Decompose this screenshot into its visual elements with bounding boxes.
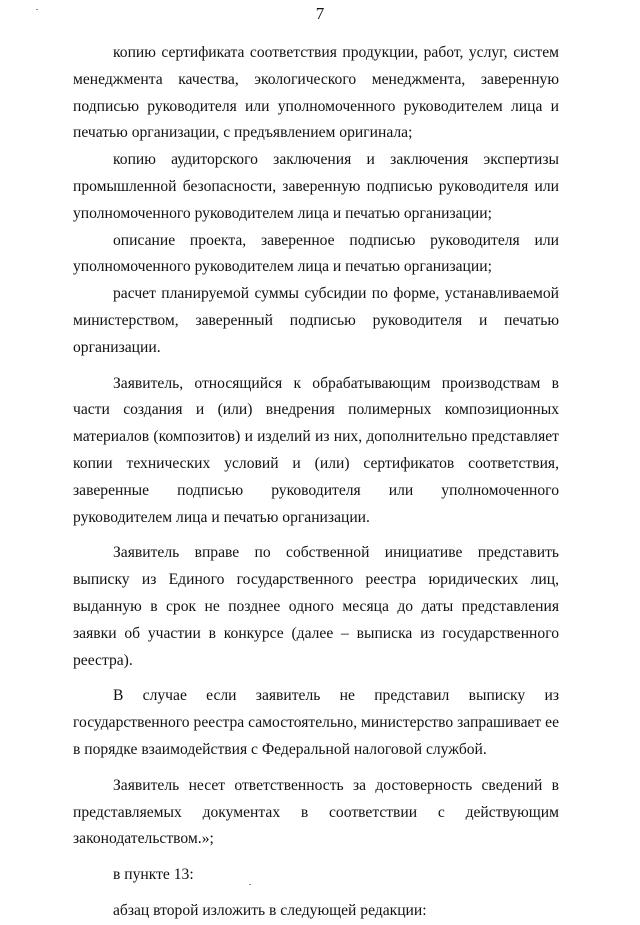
- scan-speck: [36, 9, 38, 10]
- paragraph-registry-extract: Заявитель вправе по собственной инициативе представить выписку из Единого государственного реестра юридических лиц, выданную в срок не позднее одного месяца до даты представления заявки об участии в конкурсе (далее – выписка из государственного реестра).: [73, 544, 559, 669]
- paragraph-ministry-request: В случае если заявитель не представил выписку из государственного реестра самостоятельно, министерство запрашивает ее в порядке взаимодействия с Федеральной налоговой службой.: [73, 687, 559, 758]
- paragraph-applicant-responsibility: Заявитель несет ответственность за достоверность сведений в представляемых документах в соответствии с действующим законодательством.»;: [73, 776, 559, 848]
- paragraph-project-description: описание проекта, заверенное подписью руководителя или уполномоченного руководителем лица и печатью организации;: [73, 231, 559, 276]
- paragraph-point-13: в пункте 13:: [113, 866, 194, 884]
- page-number: 7: [315, 4, 325, 23]
- paragraph-audit-report-copy: копию аудиторского заключения и заключения экспертизы промышленной безопасности, заверенную подписью руководителя или уполномоченного руководителем лица и печатью организации;: [73, 151, 559, 222]
- paragraph-composite-materials-applicant: Заявитель, относящийся к обрабатывающим производствам в части создания и (или) внедрения полимерных композиционных материалов (композитов) и изделий из них, дополнительно представляет копии технических условий и (или) сертификатов соответствия, заверенные подписью руководителя или уполномоченного руководителем лица и печатью организации.: [73, 374, 559, 526]
- paragraph-subsidy-calculation: расчет планируемой суммы субсидии по форме, устанавливаемой министерством, заверенный подписью руководителя и печатью организации.: [73, 285, 559, 356]
- paragraph-second-subparagraph: абзац второй изложить в следующей редакции:: [113, 901, 427, 919]
- paragraph-certificate-copy: копию сертификата соответствия продукции, работ, услуг, систем менеджмента качества, экологического менеджмента, заверенную подписью руководителя или уполномоченного руководителем лица и печатью организации, с предъявлением оригинала;: [73, 44, 559, 142]
- document-body: [73, 40, 559, 925]
